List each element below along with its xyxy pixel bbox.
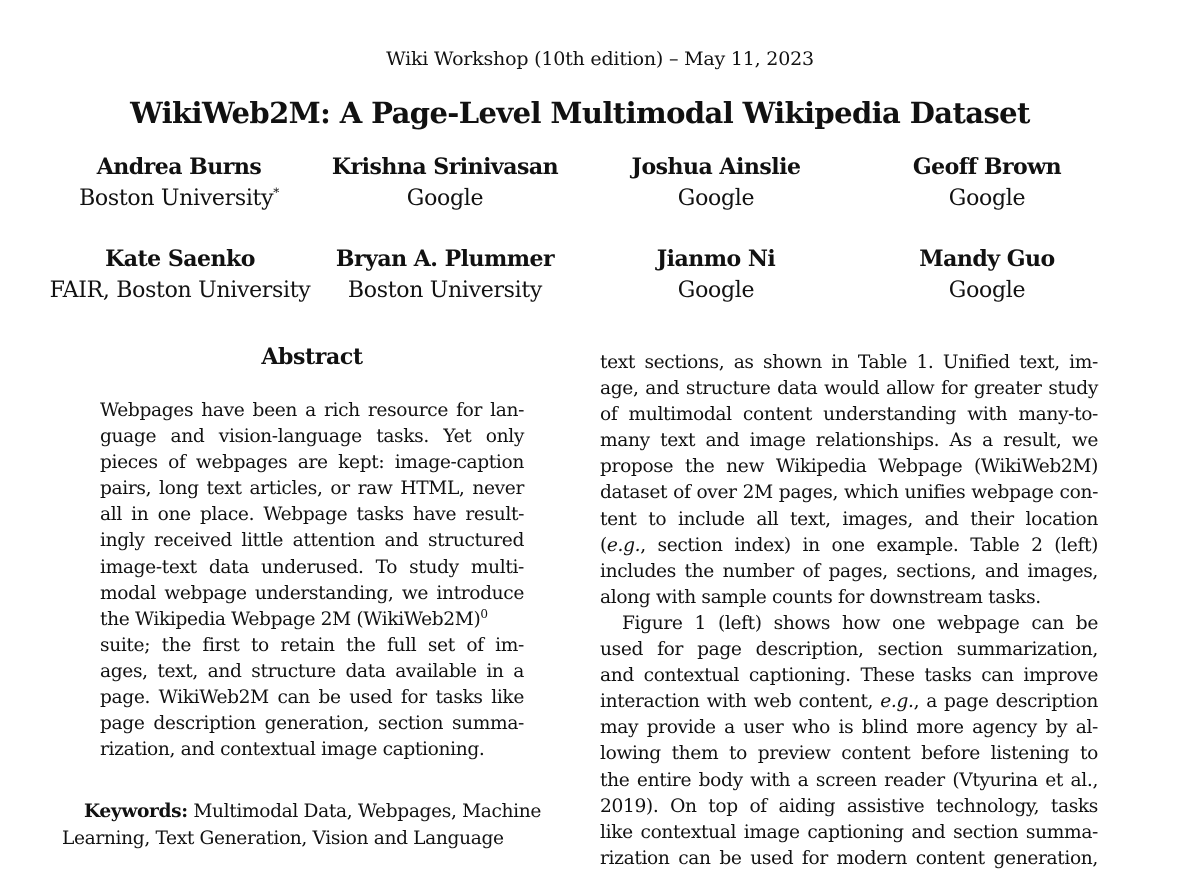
- abstract-line: guage and vision-language tasks. Yet only: [100, 426, 524, 448]
- body-line: dataset of over 2M pages, which unifies webpage con-: [600, 482, 1098, 504]
- keywords-label: Keywords:: [84, 801, 188, 822]
- keywords: [62, 798, 562, 852]
- body-line: rization can be used for modern content generation,: [600, 847, 1098, 869]
- abstract-line: rization, and contextual image captioning.: [100, 739, 485, 761]
- body-line: of multimodal content understanding with many-to-: [600, 404, 1098, 426]
- body-line: tent to include all text, images, and their location: [600, 508, 1098, 530]
- author-affiliation: Google: [677, 278, 755, 303]
- author-3: [571, 152, 861, 214]
- footnote-marker: 0: [480, 606, 488, 621]
- body-line: and contextual captioning. These tasks can improve: [600, 665, 1098, 687]
- author-affiliation: Boston University*: [79, 185, 279, 211]
- workshop-header: Wiki Workshop (10th edition) – May 11, 2023: [386, 48, 814, 70]
- body-line: used for page description, section summarization,: [600, 639, 1098, 661]
- author-name: Kate Saenko: [105, 246, 255, 272]
- abstract-line: ages, text, and structure data available in a: [100, 660, 524, 682]
- body-line: the entire body with a screen reader (Vtyurina et al.,: [600, 769, 1098, 791]
- abstract-line: modal webpage understanding, we introduce: [100, 582, 524, 604]
- author-6: [300, 244, 590, 306]
- body-line: interaction with web content, e.g., a page description: [600, 691, 1098, 713]
- abstract-line: pieces of webpages are kept: image-caption: [100, 452, 524, 474]
- affiliation-footnote-marker: *: [273, 185, 279, 200]
- author-name: Bryan A. Plummer: [335, 246, 555, 272]
- author-affiliation: Google: [948, 186, 1026, 211]
- body-line: text sections, as shown in Table 1. Unified text, im-: [600, 352, 1098, 373]
- author-affiliation: Boston University: [347, 278, 543, 303]
- author-affiliation: Google: [406, 186, 484, 211]
- author-5: [30, 244, 330, 306]
- author-8: [842, 244, 1132, 306]
- paper-title: WikiWeb2M: A Page-Level Multimodal Wikipedia Dataset: [130, 96, 1030, 130]
- body-line: along with sample counts for downstream tasks.: [600, 586, 1041, 608]
- body-line: includes the number of pages, sections, and images,: [600, 560, 1098, 582]
- abstract-line: ingly received little attention and structured: [100, 530, 524, 552]
- keywords-line: Learning, Text Generation, Vision and Language: [62, 828, 504, 849]
- keywords-line: Keywords: Multimodal Data, Webpages, Machine: [84, 801, 542, 822]
- author-affiliation: Google: [677, 186, 755, 211]
- abstract-line: pairs, long text articles, or raw HTML, never: [100, 478, 524, 500]
- abstract-line: Webpages have been a rich resource for lan-: [100, 400, 524, 421]
- body-line: may provide a user who is blind more agency by al-: [600, 717, 1098, 739]
- abstract-heading: Abstract: [261, 344, 363, 370]
- author-name: Geoff Brown: [912, 154, 1062, 180]
- body-line: age, and structure data would allow for greater study: [600, 378, 1098, 400]
- abstract-line: image-text data underused. To study multi-: [100, 556, 524, 578]
- body-line: many text and image relationships. As a result, we: [600, 430, 1098, 452]
- abstract-line: the Wikipedia Webpage 2M (WikiWeb2M)$^0$: [100, 606, 488, 630]
- body-line: Figure 1 (left) shows how one webpage can be: [622, 612, 1098, 634]
- author-name: Joshua Ainslie: [631, 154, 801, 180]
- author-block: [0, 152, 1200, 312]
- author-name: Jianmo Ni: [656, 246, 776, 272]
- author-2: [300, 152, 590, 214]
- body-text-right-column: [600, 350, 1098, 871]
- author-name: Mandy Guo: [919, 246, 1055, 272]
- author-name: Krishna Srinivasan: [331, 154, 559, 180]
- abstract-line: page. WikiWeb2M can be used for tasks like: [100, 687, 524, 709]
- body-line: 2019). On top of aiding assistive technology, tasks: [600, 795, 1098, 817]
- body-line: lowing them to preview content before listening to: [600, 743, 1098, 765]
- author-affiliation: Google: [948, 278, 1026, 303]
- abstract-line: all in one place. Webpage tasks have result-: [100, 504, 524, 526]
- author-1: [34, 152, 324, 214]
- abstract-line: page description generation, section summa-: [100, 713, 524, 735]
- author-7: [571, 244, 861, 306]
- abstract-line: suite; the first to retain the full set of im-: [100, 634, 524, 656]
- body-line: propose the new Wikipedia Webpage (WikiWeb2M): [600, 456, 1098, 478]
- author-name: Andrea Burns: [96, 154, 262, 180]
- body-line: (e.g., section index) in one example. Table 2 (left): [600, 534, 1098, 556]
- abstract-text: [100, 398, 524, 763]
- body-line: like contextual image captioning and section summa-: [600, 821, 1098, 843]
- author-affiliation: FAIR, Boston University: [49, 278, 311, 303]
- author-4: [842, 152, 1132, 214]
